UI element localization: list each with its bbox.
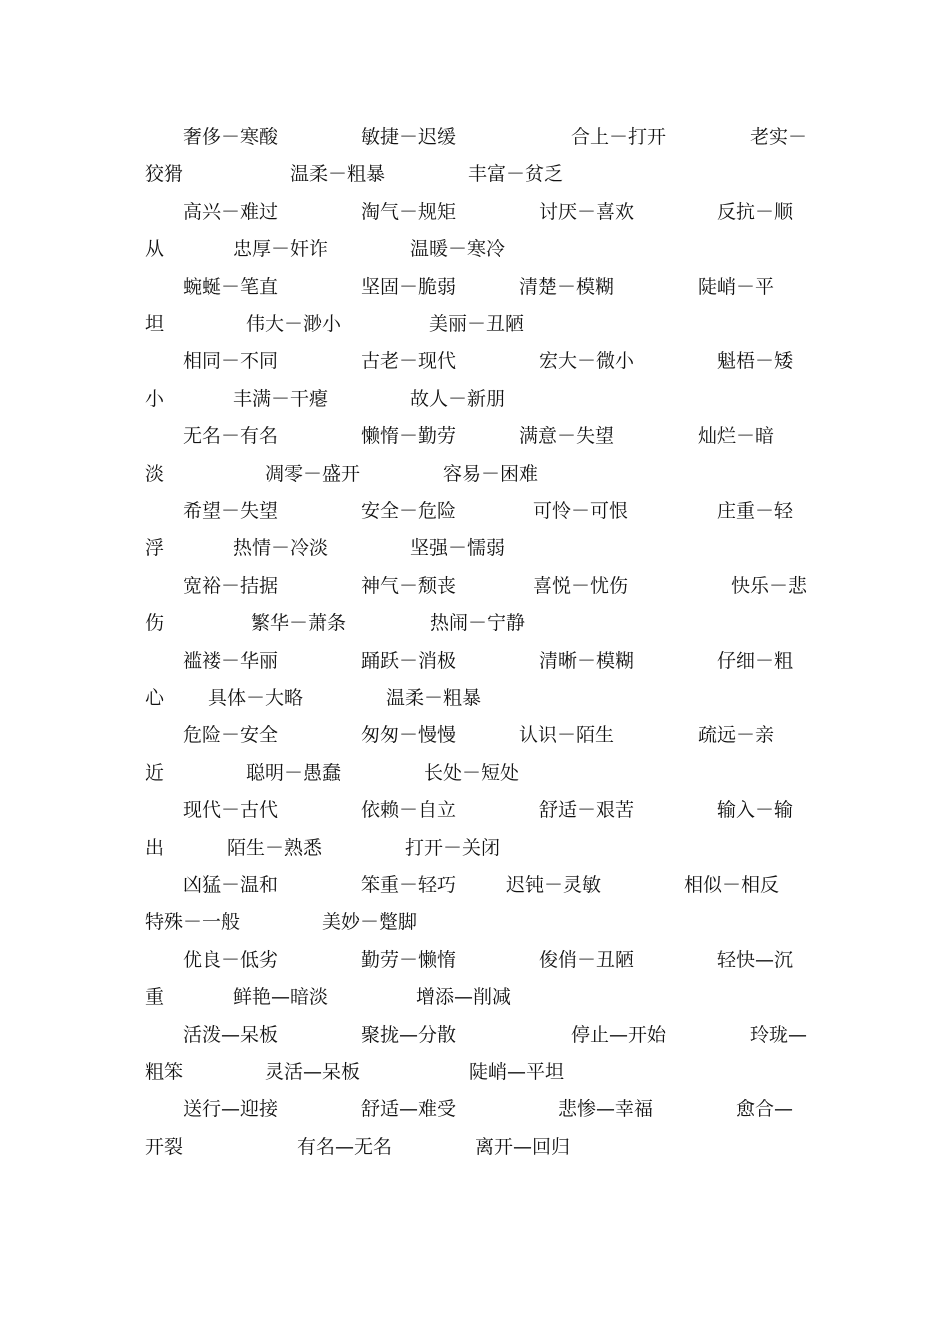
antonym-pair: 坚强－懦弱 — [410, 537, 506, 560]
text-line — [0, 1060, 950, 1097]
text-line — [0, 237, 950, 274]
antonym-pair: 心 — [145, 687, 165, 709]
antonym-pair: 坦 — [145, 313, 165, 335]
antonym-pair: 热闹－宁静 — [430, 612, 526, 635]
text-line — [0, 649, 950, 686]
antonym-pair: 有名—无名 — [297, 1135, 393, 1158]
antonym-pair: 相似－相反 — [684, 874, 780, 896]
antonym-pair: 仔细－粗 — [717, 649, 794, 672]
antonym-pair: 浮 — [145, 537, 165, 560]
antonym-pair: 奢侈－寒酸 — [183, 126, 279, 148]
antonym-pair: 丰富－贫乏 — [468, 163, 564, 186]
antonym-pair: 送行—迎接 — [183, 1098, 279, 1121]
antonym-pair: 增添—削减 — [416, 986, 512, 1009]
antonym-pair: 合上－打开 — [571, 126, 667, 148]
text-line — [0, 948, 950, 985]
antonym-pair: 淘气－规矩 — [361, 200, 457, 223]
text-line — [0, 1023, 950, 1060]
antonym-pair: 聚拢—分散 — [361, 1023, 457, 1046]
antonym-pair: 特殊－一般 — [145, 911, 241, 934]
text-line — [0, 312, 950, 349]
antonym-pair: 高兴－难过 — [183, 200, 279, 223]
antonym-pair: 聪明－愚蠢 — [246, 761, 342, 784]
antonym-pair: 匆匆－慢慢 — [361, 724, 457, 747]
antonym-pair: 输入－输 — [717, 799, 794, 822]
antonym-pair: 愈合— — [736, 1098, 794, 1121]
antonym-pair: 认识－陌生 — [519, 724, 615, 747]
antonym-pair: 宏大－微小 — [539, 350, 635, 373]
text-line — [0, 1097, 950, 1134]
antonym-pair: 活泼—呆板 — [183, 1023, 279, 1046]
text-line — [0, 387, 950, 424]
text-line — [0, 125, 950, 162]
text-line — [0, 499, 950, 536]
antonym-pair: 宽裕－拮据 — [183, 574, 279, 597]
text-line — [0, 462, 950, 499]
antonym-pair: 轻快—沉 — [717, 948, 794, 971]
antonym-pair: 悲惨—幸福 — [558, 1098, 654, 1121]
antonym-pair: 陡峭－平 — [698, 275, 775, 298]
antonym-pair: 相同－不同 — [183, 350, 279, 373]
antonym-pair: 笨重－轻巧 — [361, 874, 457, 896]
antonym-pair: 快乐－悲 — [731, 574, 808, 597]
antonym-pair: 长处－短处 — [424, 761, 520, 784]
antonym-pair: 粗笨 — [145, 1061, 184, 1083]
antonym-pair: 舒适—难受 — [361, 1098, 457, 1121]
antonym-pair: 坚固－脆弱 — [361, 275, 457, 298]
text-line — [0, 200, 950, 237]
antonym-pair: 清楚－模糊 — [519, 275, 615, 298]
antonym-pair: 舒适－艰苦 — [539, 799, 635, 822]
antonym-pair: 小 — [145, 387, 165, 410]
antonym-pair: 讨厌－喜欢 — [539, 200, 635, 223]
antonym-pair: 忠厚－奸诈 — [233, 238, 329, 261]
antonym-pair: 伤 — [145, 612, 165, 635]
antonym-pair: 丰满－干瘪 — [233, 387, 329, 410]
antonym-pair: 伟大－渺小 — [246, 313, 342, 335]
text-line — [0, 985, 950, 1022]
antonym-pair: 陡峭—平坦 — [469, 1061, 565, 1083]
antonym-pair: 懒惰－勤劳 — [361, 425, 457, 448]
antonym-pair: 温柔－粗暴 — [386, 687, 482, 709]
antonym-pair: 离开—回归 — [475, 1135, 571, 1158]
antonym-pair: 近 — [145, 761, 165, 784]
antonym-pair: 疏远－亲 — [698, 724, 775, 747]
text-line — [0, 162, 950, 199]
antonym-pair: 褴褛－华丽 — [183, 649, 279, 672]
antonym-pair: 陌生－熟悉 — [227, 836, 323, 859]
text-line — [0, 424, 950, 461]
antonym-pair: 魁梧－矮 — [717, 350, 794, 373]
antonym-pair: 凶猛－温和 — [183, 874, 279, 896]
antonym-pair: 古老－现代 — [361, 350, 457, 373]
antonym-pair: 反抗－顺 — [717, 200, 794, 223]
antonym-pair: 清晰－模糊 — [539, 649, 635, 672]
antonym-pair: 无名－有名 — [183, 425, 279, 448]
antonym-pair: 灵活—呆板 — [265, 1061, 361, 1083]
text-line — [0, 574, 950, 611]
text-line — [0, 349, 950, 386]
antonym-pair: 容易－困难 — [443, 462, 539, 485]
antonym-pair: 安全－危险 — [361, 500, 457, 522]
antonym-pair: 玲珑— — [750, 1023, 808, 1046]
antonym-pair: 可怜－可恨 — [533, 500, 629, 522]
antonym-pair: 开裂 — [145, 1135, 184, 1158]
text-line — [0, 686, 950, 723]
antonym-pair: 淡 — [145, 462, 165, 485]
antonym-pair: 鲜艳—暗淡 — [233, 986, 329, 1009]
antonym-pair: 凋零－盛开 — [265, 462, 361, 485]
antonym-pair: 俊俏－丑陋 — [539, 948, 635, 971]
antonym-pair: 满意－失望 — [519, 425, 615, 448]
text-line — [0, 761, 950, 798]
antonym-pair: 现代－古代 — [183, 799, 279, 822]
antonym-pair: 神气－颓丧 — [361, 574, 457, 597]
antonym-pair: 热情－冷淡 — [233, 537, 329, 560]
antonym-pair: 勤劳－懒惰 — [361, 948, 457, 971]
antonym-pair: 踊跃－消极 — [361, 649, 457, 672]
text-line — [0, 611, 950, 648]
antonym-pair: 喜悦－忧伤 — [533, 574, 629, 597]
antonym-pair: 敏捷－迟缓 — [361, 126, 457, 148]
antonym-pair: 美丽－丑陋 — [429, 313, 525, 335]
text-line — [0, 536, 950, 573]
antonym-pair: 温暖－寒冷 — [410, 238, 506, 261]
text-line — [0, 1135, 950, 1172]
antonym-pair: 温柔－粗暴 — [290, 163, 386, 186]
text-line — [0, 873, 950, 910]
antonym-pair: 依赖－自立 — [361, 799, 457, 822]
antonym-pair: 蜿蜒－笔直 — [183, 275, 279, 298]
antonym-pair: 危险－安全 — [183, 724, 279, 747]
antonym-pair: 庄重－轻 — [717, 500, 794, 522]
antonym-pair: 停止—开始 — [571, 1023, 667, 1046]
text-line — [0, 798, 950, 835]
antonym-pair: 从 — [145, 238, 165, 261]
antonym-pair: 重 — [145, 986, 165, 1009]
text-line — [0, 910, 950, 947]
antonym-pair: 具体－大略 — [208, 687, 304, 709]
antonym-pair: 故人－新朋 — [410, 387, 506, 410]
antonym-pair: 出 — [145, 836, 165, 859]
antonym-pair: 美妙－蹩脚 — [322, 911, 418, 934]
antonym-pair: 优良－低劣 — [183, 948, 279, 971]
antonym-pair: 灿烂－暗 — [698, 425, 775, 448]
antonym-pair: 迟钝－灵敏 — [506, 874, 602, 896]
antonym-pair: 打开－关闭 — [405, 836, 501, 859]
text-line — [0, 723, 950, 760]
antonym-pair: 希望－失望 — [183, 500, 279, 522]
antonym-pair: 繁华－萧条 — [251, 612, 347, 635]
text-line — [0, 836, 950, 873]
antonym-pair: 老实－ — [750, 126, 808, 148]
text-line — [0, 275, 950, 312]
antonym-pair: 狡猾 — [145, 163, 184, 186]
